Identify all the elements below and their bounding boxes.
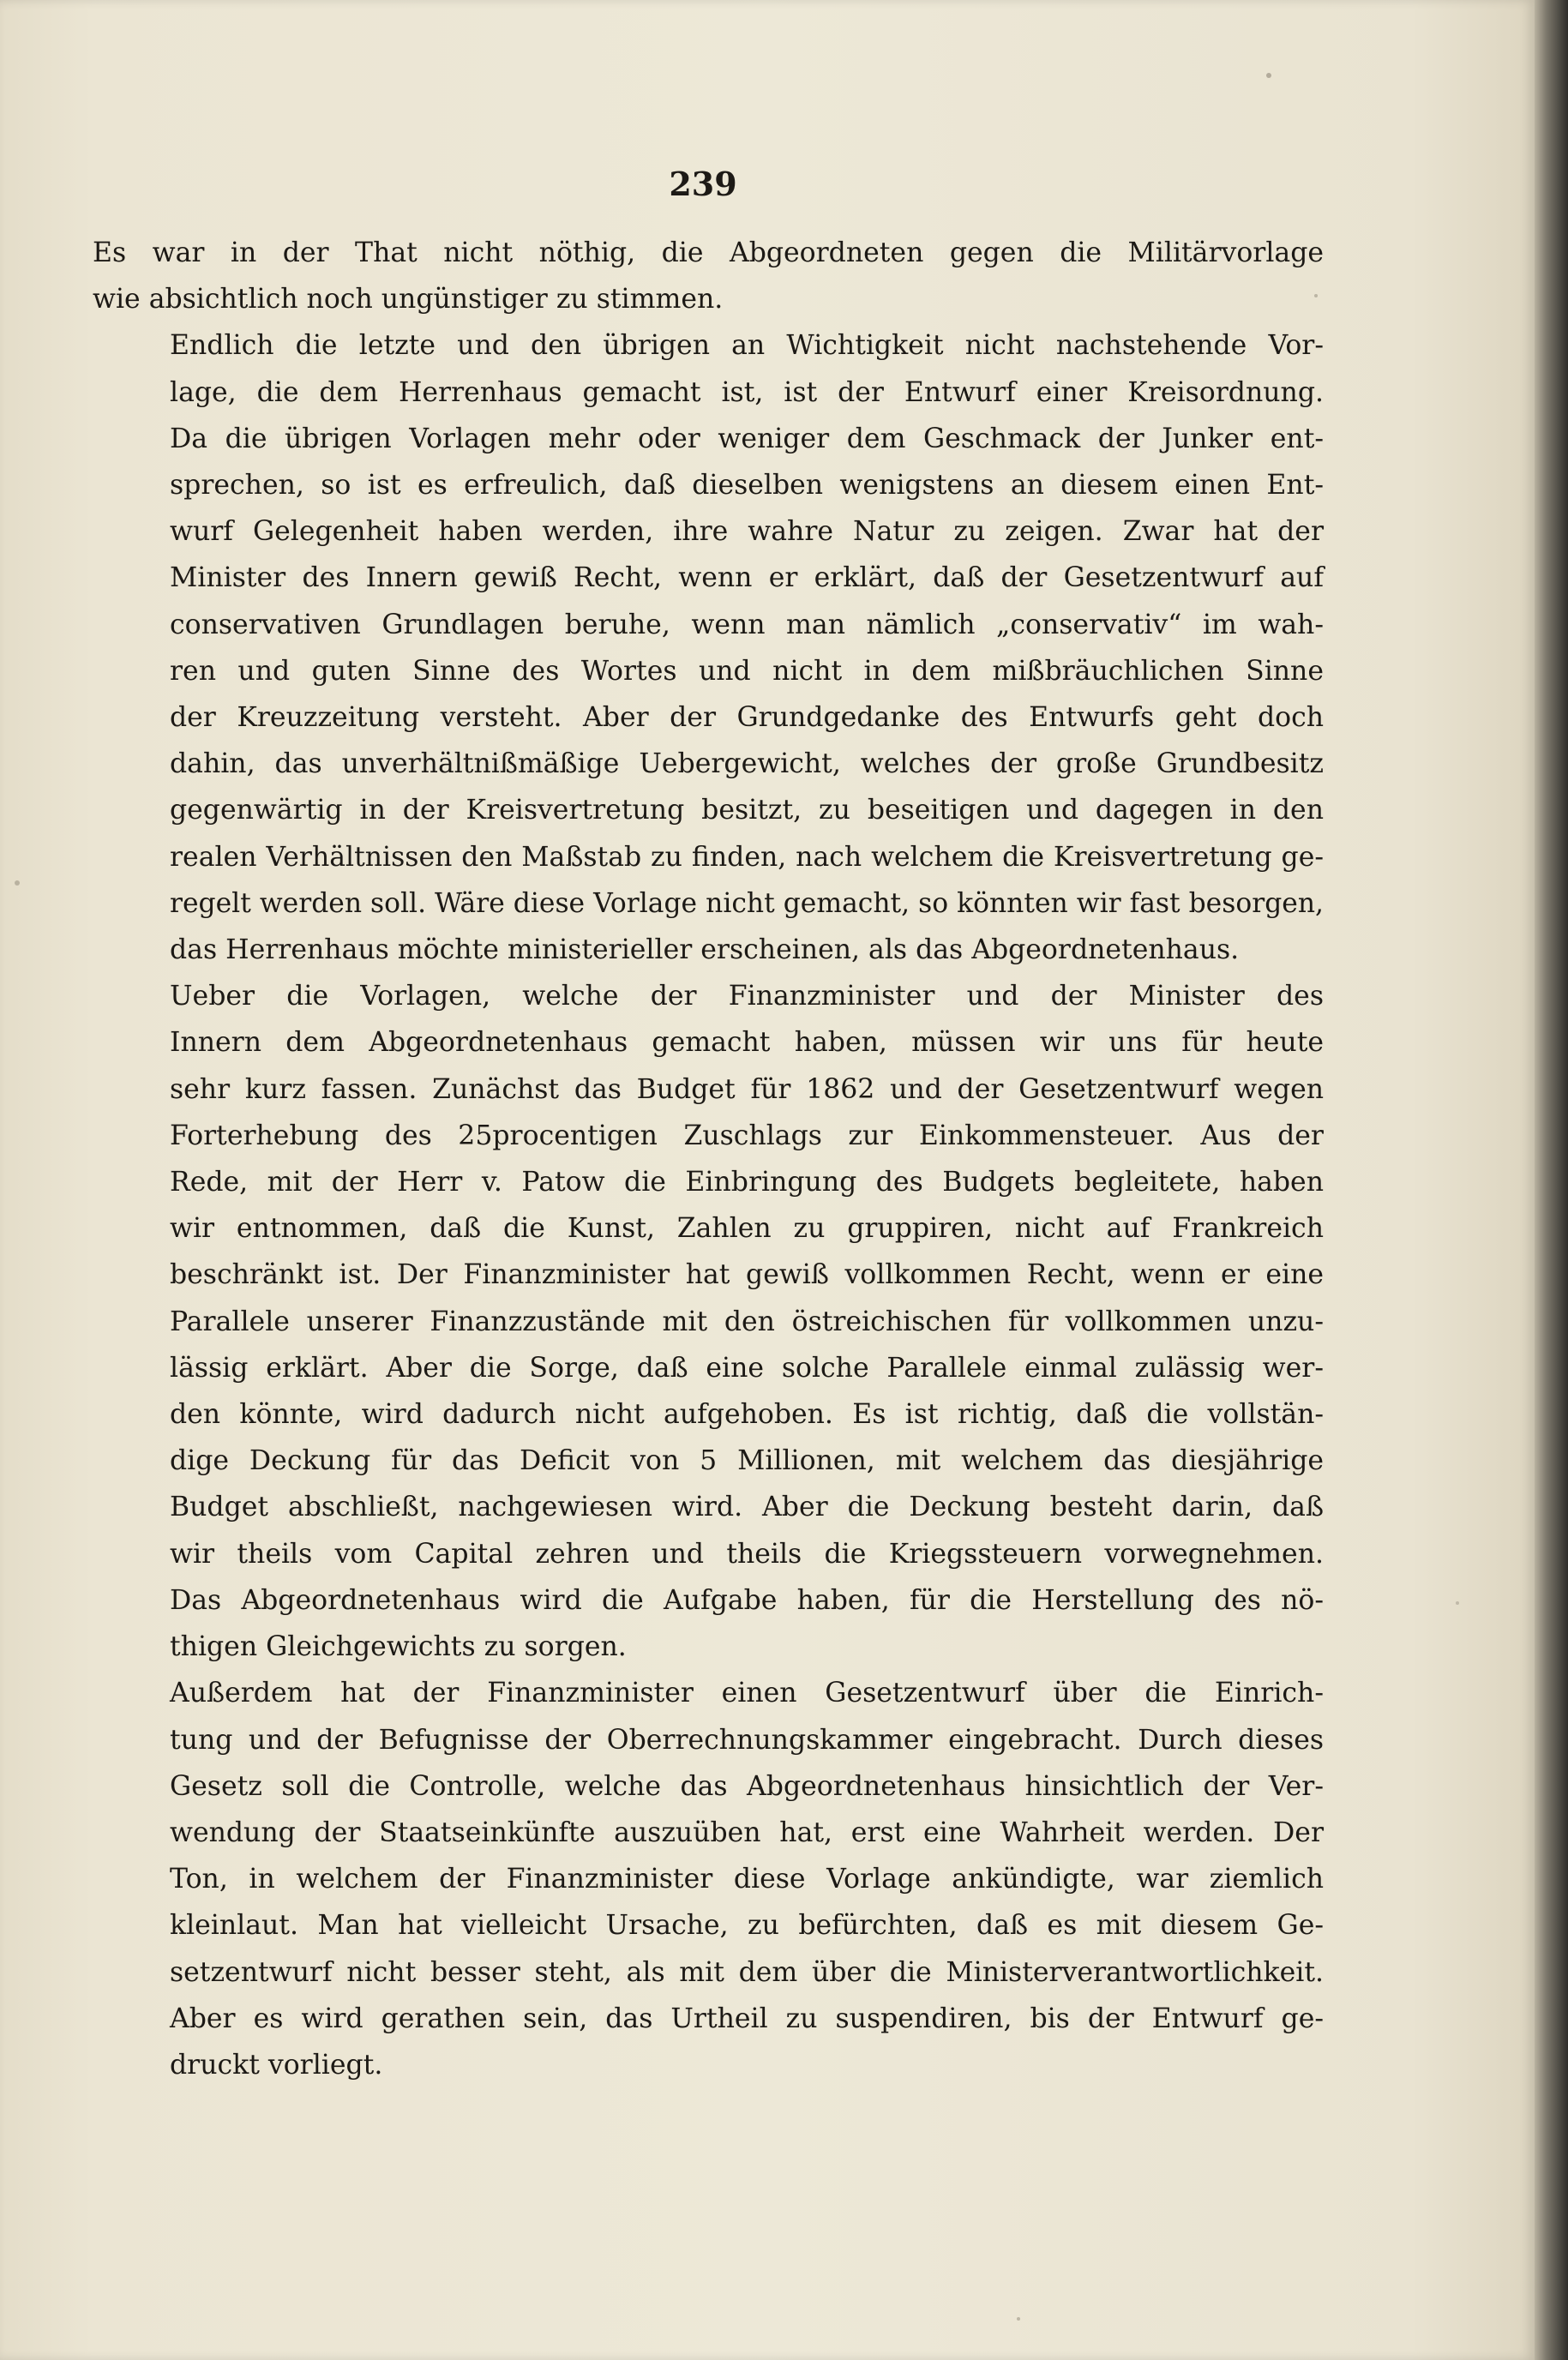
text-line: wie absichtlich noch ungünstiger zu stimmen. bbox=[93, 284, 724, 315]
text-line: wendung der Staatseinkünfte auszuüben hat, erst eine Wahrheit werden. Der bbox=[170, 1817, 1324, 1848]
text-line: thigen Gleichgewichts zu sorgen. bbox=[170, 1631, 627, 1663]
text-line: wir theils vom Capital zehren und theils die Kriegssteuern vorwegnehmen. bbox=[170, 1538, 1324, 1570]
text-line: ren und guten Sinne des Wortes und nicht in dem mißbräuchlichen Sinne bbox=[170, 655, 1324, 687]
text-line: Endlich die letzte und den übrigen an Wichtigkeit nicht nachstehende Vor- bbox=[170, 330, 1324, 362]
text-line: sprechen, so ist es erfreulich, daß dieselben wenigstens an diesem einen Ent- bbox=[170, 470, 1324, 501]
text-line: dige Deckung für das Deficit von 5 Millionen, mit welchem das diesjährige bbox=[170, 1445, 1324, 1477]
text-line: realen Verhältnissen den Maßstab zu finden, nach welchem die Kreisvertretung ge- bbox=[170, 841, 1324, 873]
text-line: den könnte, wird dadurch nicht aufgehoben. Es ist richtig, daß die vollstän- bbox=[170, 1399, 1324, 1431]
text-line: dahin, das unverhältnißmäßige Uebergewicht, welches der große Grundbesitz bbox=[170, 748, 1324, 780]
text-line: Parallele unserer Finanzzustände mit den östreichischen für vollkommen unzu- bbox=[170, 1306, 1324, 1337]
text-line: Es war in der That nicht nöthig, die Abgeordneten gegen die Militärvorlage bbox=[93, 237, 1324, 268]
text-line: lässig erklärt. Aber die Sorge, daß eine solche Parallele einmal zulässig wer- bbox=[170, 1352, 1324, 1384]
text-line: kleinlaut. Man hat vielleicht Ursache, zu befürchten, daß es mit diesem Ge- bbox=[170, 1910, 1324, 1942]
text-line: Budget abschließt, nachgewiesen wird. Aber die Deckung besteht darin, daß bbox=[170, 1492, 1324, 1523]
text-line: tung und der Befugnisse der Oberrechnungskammer eingebracht. Durch dieses bbox=[170, 1724, 1324, 1756]
text-line: Forterhebung des 25procentigen Zuschlags zur Einkommensteuer. Aus der bbox=[170, 1120, 1324, 1151]
text-line: Rede, mit der Herr v. Patow die Einbringung des Budgets begleitete, haben bbox=[170, 1167, 1324, 1198]
text-line: das Herrenhaus möchte ministerieller erscheinen, als das Abgeordnetenhaus. bbox=[170, 934, 1240, 966]
text-line: druckt vorliegt. bbox=[170, 2049, 383, 2081]
text-line: regelt werden soll. Wäre diese Vorlage nicht gemacht, so könnten wir fast besorgen, bbox=[170, 887, 1324, 919]
page-number: 239 bbox=[669, 165, 737, 203]
paragraph-4 bbox=[93, 1670, 1324, 2088]
page-edge-shadow bbox=[1535, 0, 1568, 2360]
text-line: Aber es wird gerathen sein, das Urtheil zu suspendiren, bis der Entwurf ge- bbox=[170, 2003, 1324, 2034]
text-line: conservativen Grundlagen beruhe, wenn man nämlich „conservativ“ im wah- bbox=[170, 609, 1324, 640]
text-line: Gesetz soll die Controlle, welche das Abgeordnetenhaus hinsichtlich der Ver- bbox=[170, 1770, 1324, 1802]
text-line: beschränkt ist. Der Finanzminister hat gewiß vollkommen Recht, wenn er eine bbox=[170, 1259, 1324, 1291]
text-line: lage, die dem Herrenhaus gemacht ist, ist der Entwurf einer Kreisordnung. bbox=[170, 376, 1324, 408]
text-line: der Kreuzzeitung versteht. Aber der Grundgedanke des Entwurfs geht doch bbox=[170, 702, 1324, 734]
text-line: Innern dem Abgeordnetenhaus gemacht haben, müssen wir uns für heute bbox=[170, 1027, 1324, 1059]
text-line: setzentwurf nicht besser steht, als mit dem über die Ministerverantwortlichkeit. bbox=[170, 1956, 1324, 1988]
paragraph-1 bbox=[93, 230, 1324, 322]
text-line: gegenwärtig in der Kreisvertretung besitzt, zu beseitigen und dagegen in den bbox=[170, 795, 1324, 826]
text-line: wurf Gelegenheit haben werden, ihre wahre Natur zu zeigen. Zwar hat der bbox=[170, 516, 1324, 548]
text-line: Außerdem hat der Finanzminister einen Gesetzentwurf über die Einrich- bbox=[170, 1678, 1324, 1709]
paragraph-2 bbox=[93, 322, 1324, 973]
text-line: sehr kurz fassen. Zunächst das Budget für 1862 und der Gesetzentwurf wegen bbox=[170, 1073, 1324, 1105]
text-line: Minister des Innern gewiß Recht, wenn er erklärt, daß der Gesetzentwurf auf bbox=[170, 562, 1324, 594]
text-line: Das Abgeordnetenhaus wird die Aufgabe haben, für die Herstellung des nö- bbox=[170, 1584, 1324, 1616]
text-line: Ueber die Vorlagen, welche der Finanzminister und der Minister des bbox=[170, 981, 1324, 1012]
paragraph-3 bbox=[93, 973, 1324, 1670]
text-body bbox=[93, 230, 1324, 2088]
text-line: wir entnommen, daß die Kunst, Zahlen zu gruppiren, nicht auf Frankreich bbox=[170, 1213, 1324, 1245]
text-line: Ton, in welchem der Finanzminister diese Vorlage ankündigte, war ziemlich bbox=[170, 1864, 1324, 1895]
text-line: Da die übrigen Vorlagen mehr oder weniger dem Geschmack der Junker ent- bbox=[170, 423, 1324, 454]
